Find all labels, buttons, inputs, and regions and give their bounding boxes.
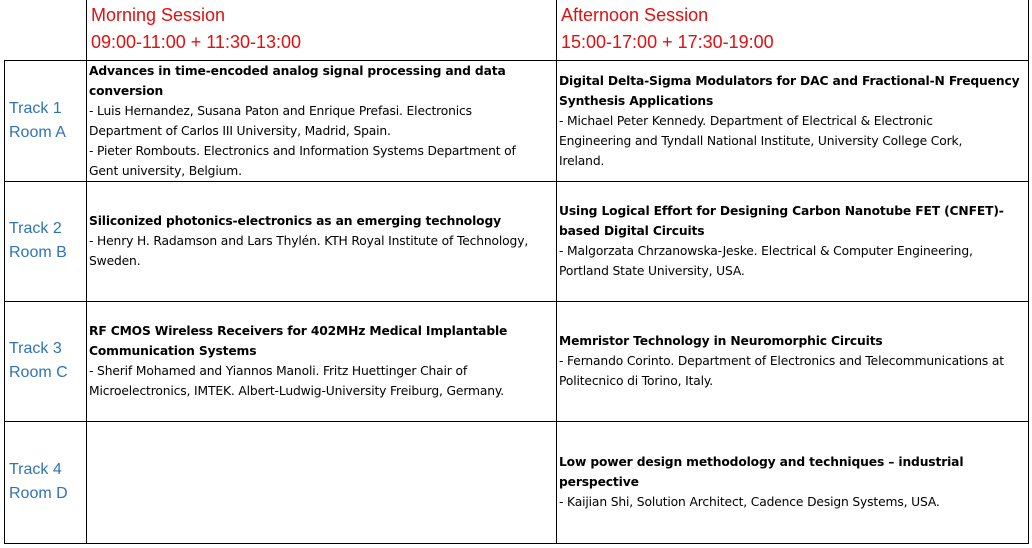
morning-talk-cell: [87, 60, 557, 181]
talk-title: Low power design methodology and techniques – industrial perspective: [559, 455, 964, 489]
afternoon-session-name: Afternoon Session: [561, 5, 709, 25]
track-name: Track 4: [9, 461, 62, 478]
talk-line: - Pieter Rombouts. Electronics and Information Systems Department of: [89, 143, 516, 158]
corner-cell: [5, 0, 87, 60]
track-row-2: [5, 181, 1029, 301]
schedule-table: [4, 0, 1029, 544]
track-label-cell: [5, 421, 87, 543]
afternoon-talk-cell: [557, 421, 1029, 543]
talk-line: Politecnico di Torino, Italy.: [559, 374, 714, 388]
talk-line: - Sherif Mohamed and Yiannos Manoli. Fritz Huettinger Chair of: [89, 364, 468, 378]
track-label-cell: [5, 181, 87, 301]
morning-talk-cell: [87, 301, 557, 421]
track-name: Track 1: [9, 99, 62, 117]
header-row: [5, 0, 1029, 60]
talk-line: Sweden.: [89, 254, 141, 268]
talk-title: Memristor Technology in Neuromorphic Circuits: [559, 334, 883, 348]
afternoon-session-times: 15:00-17:00 + 17:30-19:00: [561, 32, 774, 52]
talk-line: Engineering and Tyndall National Institute, University College Cork,: [559, 133, 963, 148]
talk-line: Department of Carlos III University, Madrid, Spain.: [89, 123, 391, 138]
talk-line: Ireland.: [559, 153, 605, 168]
talk-line: - Fernando Corinto. Department of Electronics and Telecommunications at: [559, 354, 1004, 368]
talk-title: Advances in time-encoded analog signal processing and data conversion: [89, 63, 506, 98]
afternoon-talk-cell: [557, 301, 1029, 421]
talk-line: - Michael Peter Kennedy. Department of Electrical & Electronic: [559, 113, 933, 128]
talk-line: - Kaijian Shi, Solution Architect, Cadence Design Systems, USA.: [559, 495, 940, 509]
talk-line: Microelectronics, IMTEK. Albert-Ludwig-University Freiburg, Germany.: [89, 384, 505, 398]
track-row-1: [5, 60, 1029, 181]
morning-session-times: 09:00-11:00 + 11:30-13:00: [91, 32, 302, 52]
talk-line: Portland State University, USA.: [559, 264, 745, 278]
track-row-3: [5, 301, 1029, 421]
talk-title: Siliconized photonics-electronics as an emerging technology: [89, 214, 501, 228]
track-label-cell: [5, 60, 87, 181]
morning-talk-cell-empty: [87, 421, 557, 543]
room-name: Room C: [9, 364, 68, 381]
room-name: Room D: [9, 485, 68, 502]
talk-title: Digital Delta-Sigma Modulators for DAC and Fractional-N Frequency Synthesis Applications: [559, 73, 1020, 108]
afternoon-talk-cell: [557, 60, 1029, 181]
morning-session-name: Morning Session: [91, 5, 226, 25]
morning-session-header: [87, 0, 557, 60]
track-name: Track 3: [9, 340, 62, 357]
track-row-4: [5, 421, 1029, 543]
track-name: Track 2: [9, 220, 62, 237]
afternoon-talk-cell: [557, 181, 1029, 301]
talk-line: - Henry H. Radamson and Lars Thylén. KTH Royal Institute of Technology,: [89, 234, 529, 248]
talk-title: Using Logical Effort for Designing Carbon Nanotube FET (CNFET)-based Digital Circuits: [559, 204, 1004, 238]
talk-title: RF CMOS Wireless Receivers for 402MHz Medical Implantable Communication Systems: [89, 324, 508, 358]
room-name: Room B: [9, 244, 67, 261]
morning-talk-cell: [87, 181, 557, 301]
talk-line: - Luis Hernandez, Susana Paton and Enrique Prefasi. Electronics: [89, 103, 472, 118]
room-name: Room A: [9, 123, 66, 141]
talk-line: - Malgorzata Chrzanowska-Jeske. Electrical & Computer Engineering,: [559, 244, 973, 258]
afternoon-session-header: [557, 0, 1029, 60]
talk-line: Gent university, Belgium.: [89, 163, 242, 178]
track-label-cell: [5, 301, 87, 421]
